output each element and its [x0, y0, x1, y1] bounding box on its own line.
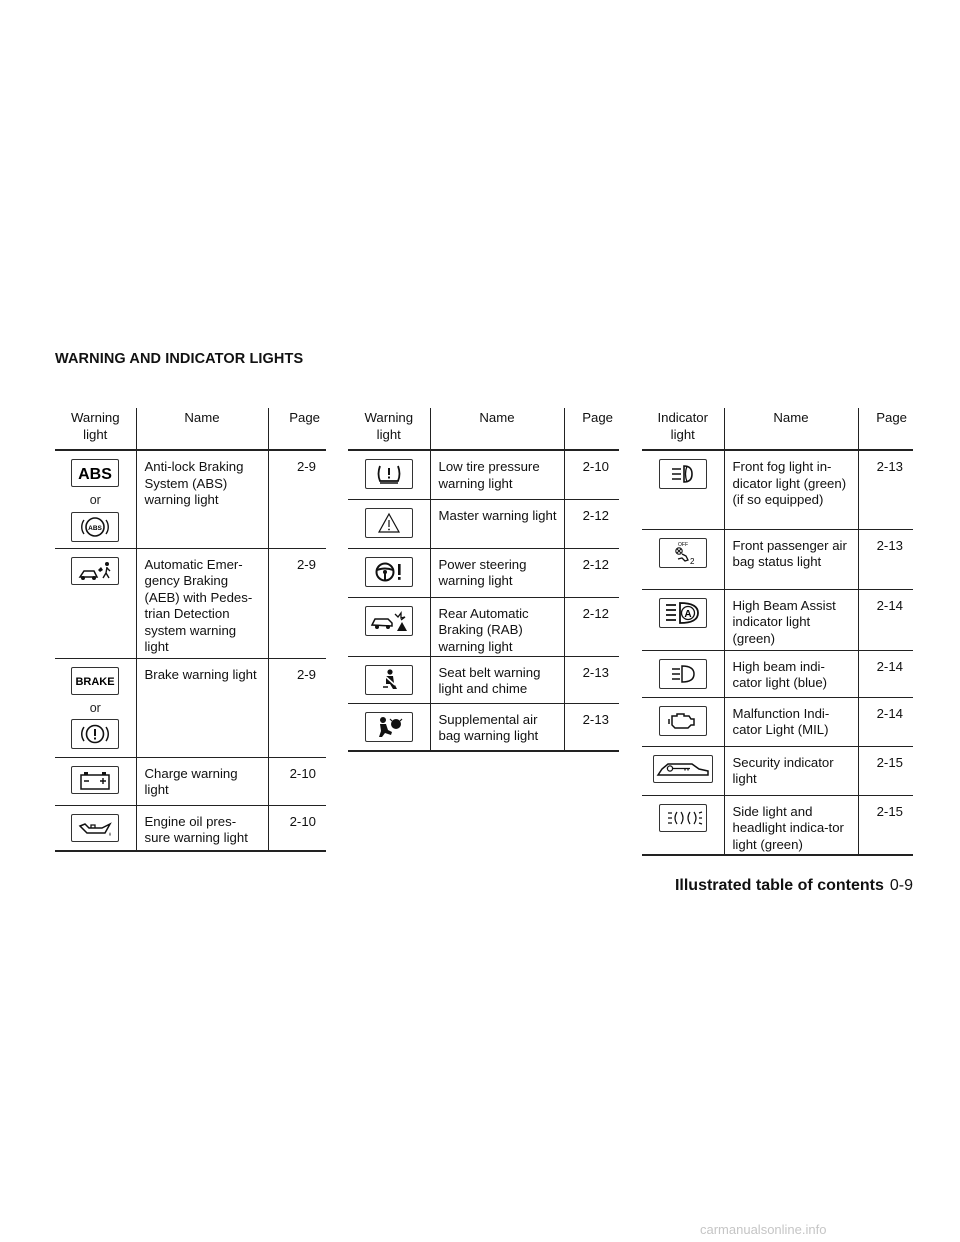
icon-cell [55, 548, 136, 658]
column-header-warning-light: Warning light [55, 408, 136, 450]
footer-title: Illustrated table of contents [674, 877, 884, 894]
front-fog-icon [659, 459, 707, 489]
svg-text:OFF: OFF [677, 541, 688, 548]
rear-braking-icon [365, 606, 413, 636]
icon-cell [642, 795, 724, 855]
name-cell: Low tire pressure warning light [430, 450, 564, 499]
name-cell: Malfunction Indi-cator Light (MIL) [724, 697, 858, 746]
name-cell: High Beam Assist indicator light (green) [724, 589, 858, 650]
column-header-page: Page [858, 408, 913, 450]
page-cell: 2-10 [564, 450, 619, 499]
name-cell: Brake warning light [136, 658, 268, 757]
name-cell: Side light and headlight indica-tor light (green) [724, 795, 858, 855]
engine-check-icon [659, 706, 707, 736]
table-row [642, 589, 913, 650]
page-cell: 2-9 [268, 658, 326, 757]
icon-cell [55, 805, 136, 851]
high-beam-icon [659, 659, 707, 689]
page-footer [675, 877, 913, 895]
seat-belt-icon [365, 665, 413, 695]
table-row [348, 597, 619, 656]
table-row [348, 548, 619, 597]
oil-can-icon [71, 814, 119, 842]
name-cell: Automatic Emer-gency Braking (AEB) with Pedes-trian Detection system warning light [136, 548, 268, 658]
table-row [55, 757, 326, 805]
svg-text:ABS: ABS [78, 466, 113, 483]
icon-cell [55, 658, 136, 757]
page-cell: 2-15 [858, 795, 913, 855]
icon-cell [348, 656, 430, 703]
table-row [642, 697, 913, 746]
name-cell: Engine oil pres-sure warning light [136, 805, 268, 851]
icon-cell [642, 529, 724, 589]
warning-lights-table-1 [55, 408, 326, 852]
icon-cell [348, 548, 430, 597]
table-header-row [348, 408, 619, 450]
abs-text-icon [71, 459, 119, 487]
side-light-icon [659, 804, 707, 832]
airbag-icon [365, 712, 413, 742]
column-header-name: Name [724, 408, 858, 450]
master-warning-icon [365, 508, 413, 538]
table-row [642, 746, 913, 795]
icon-cell [642, 450, 724, 529]
svg-text:ABS: ABS [88, 524, 103, 532]
name-cell: Front fog light in-dicator light (green) (if so equipped) [724, 450, 858, 529]
section-title: WARNING AND INDICATOR LIGHTS [55, 351, 304, 367]
name-cell: Rear Automatic Braking (RAB) warning light [430, 597, 564, 656]
watermark: carmanualsonline.info [700, 1222, 827, 1237]
page-cell: 2-15 [858, 746, 913, 795]
page-cell: 2-14 [858, 650, 913, 697]
icon-cell [348, 597, 430, 656]
aeb-pedestrian-icon [71, 557, 119, 585]
name-cell: Power steering warning light [430, 548, 564, 597]
svg-text:BRAKE: BRAKE [75, 675, 115, 688]
battery-icon [71, 766, 119, 794]
icon-cell [348, 703, 430, 751]
column-header-page: Page [564, 408, 619, 450]
table-row [642, 650, 913, 697]
table-row [55, 658, 326, 757]
icon-cell [642, 650, 724, 697]
icon-cell [348, 499, 430, 548]
footer-page-number: 0-9 [889, 877, 913, 894]
or-label: or [89, 493, 101, 507]
table-row [642, 529, 913, 589]
icon-cell [642, 746, 724, 795]
icon-cell [55, 757, 136, 805]
tire-pressure-icon [365, 459, 413, 489]
brake-text-icon [71, 667, 119, 695]
page-cell: 2-13 [858, 450, 913, 529]
table-row [348, 703, 619, 751]
name-cell: Security indicator light [724, 746, 858, 795]
page-cell: 2-12 [564, 548, 619, 597]
brake-circle-icon [71, 719, 119, 749]
table-header-row [642, 408, 913, 450]
table-row [55, 450, 326, 548]
page-cell: 2-9 [268, 450, 326, 548]
table-row [642, 795, 913, 855]
table-row [642, 450, 913, 529]
table-header-row [55, 408, 326, 450]
page-cell: 2-12 [564, 597, 619, 656]
column-header-page: Page [268, 408, 326, 450]
name-cell: Seat belt warning light and chime [430, 656, 564, 703]
page-cell: 2-10 [268, 805, 326, 851]
security-car-key-icon [653, 755, 713, 783]
name-cell: Anti-lock Braking System (ABS) warning light [136, 450, 268, 548]
or-label: or [89, 700, 101, 715]
indicator-lights-table [642, 408, 913, 856]
icon-cell [348, 450, 430, 499]
high-beam-assist-icon [659, 598, 707, 628]
icon-cell [55, 450, 136, 548]
name-cell: High beam indi-cator light (blue) [724, 650, 858, 697]
table-row [348, 656, 619, 703]
page-cell: 2-10 [268, 757, 326, 805]
passenger-airbag-off-icon [659, 538, 707, 568]
page-cell: 2-14 [858, 697, 913, 746]
icon-cell [642, 697, 724, 746]
name-cell: Supplemental air bag warning light [430, 703, 564, 751]
table-row [55, 548, 326, 658]
column-header-indicator-light: Indicator light [642, 408, 724, 450]
steering-wheel-icon [365, 557, 413, 587]
abs-circle-icon [71, 512, 119, 542]
table-row [55, 805, 326, 851]
svg-text:A: A [684, 608, 692, 620]
svg-text:2: 2 [689, 556, 695, 566]
name-cell: Master warning light [430, 499, 564, 548]
icon-cell [642, 589, 724, 650]
warning-lights-table-2 [348, 408, 619, 752]
page-cell: 2-13 [858, 529, 913, 589]
column-header-name: Name [430, 408, 564, 450]
page-cell: 2-9 [268, 548, 326, 658]
page-cell: 2-12 [564, 499, 619, 548]
name-cell: Charge warning light [136, 757, 268, 805]
column-header-name: Name [136, 408, 268, 450]
column-header-warning-light: Warning light [348, 408, 430, 450]
table-row [348, 499, 619, 548]
name-cell: Front passenger air bag status light [724, 529, 858, 589]
page-cell: 2-14 [858, 589, 913, 650]
table-row [348, 450, 619, 499]
page-cell: 2-13 [564, 656, 619, 703]
page-cell: 2-13 [564, 703, 619, 751]
